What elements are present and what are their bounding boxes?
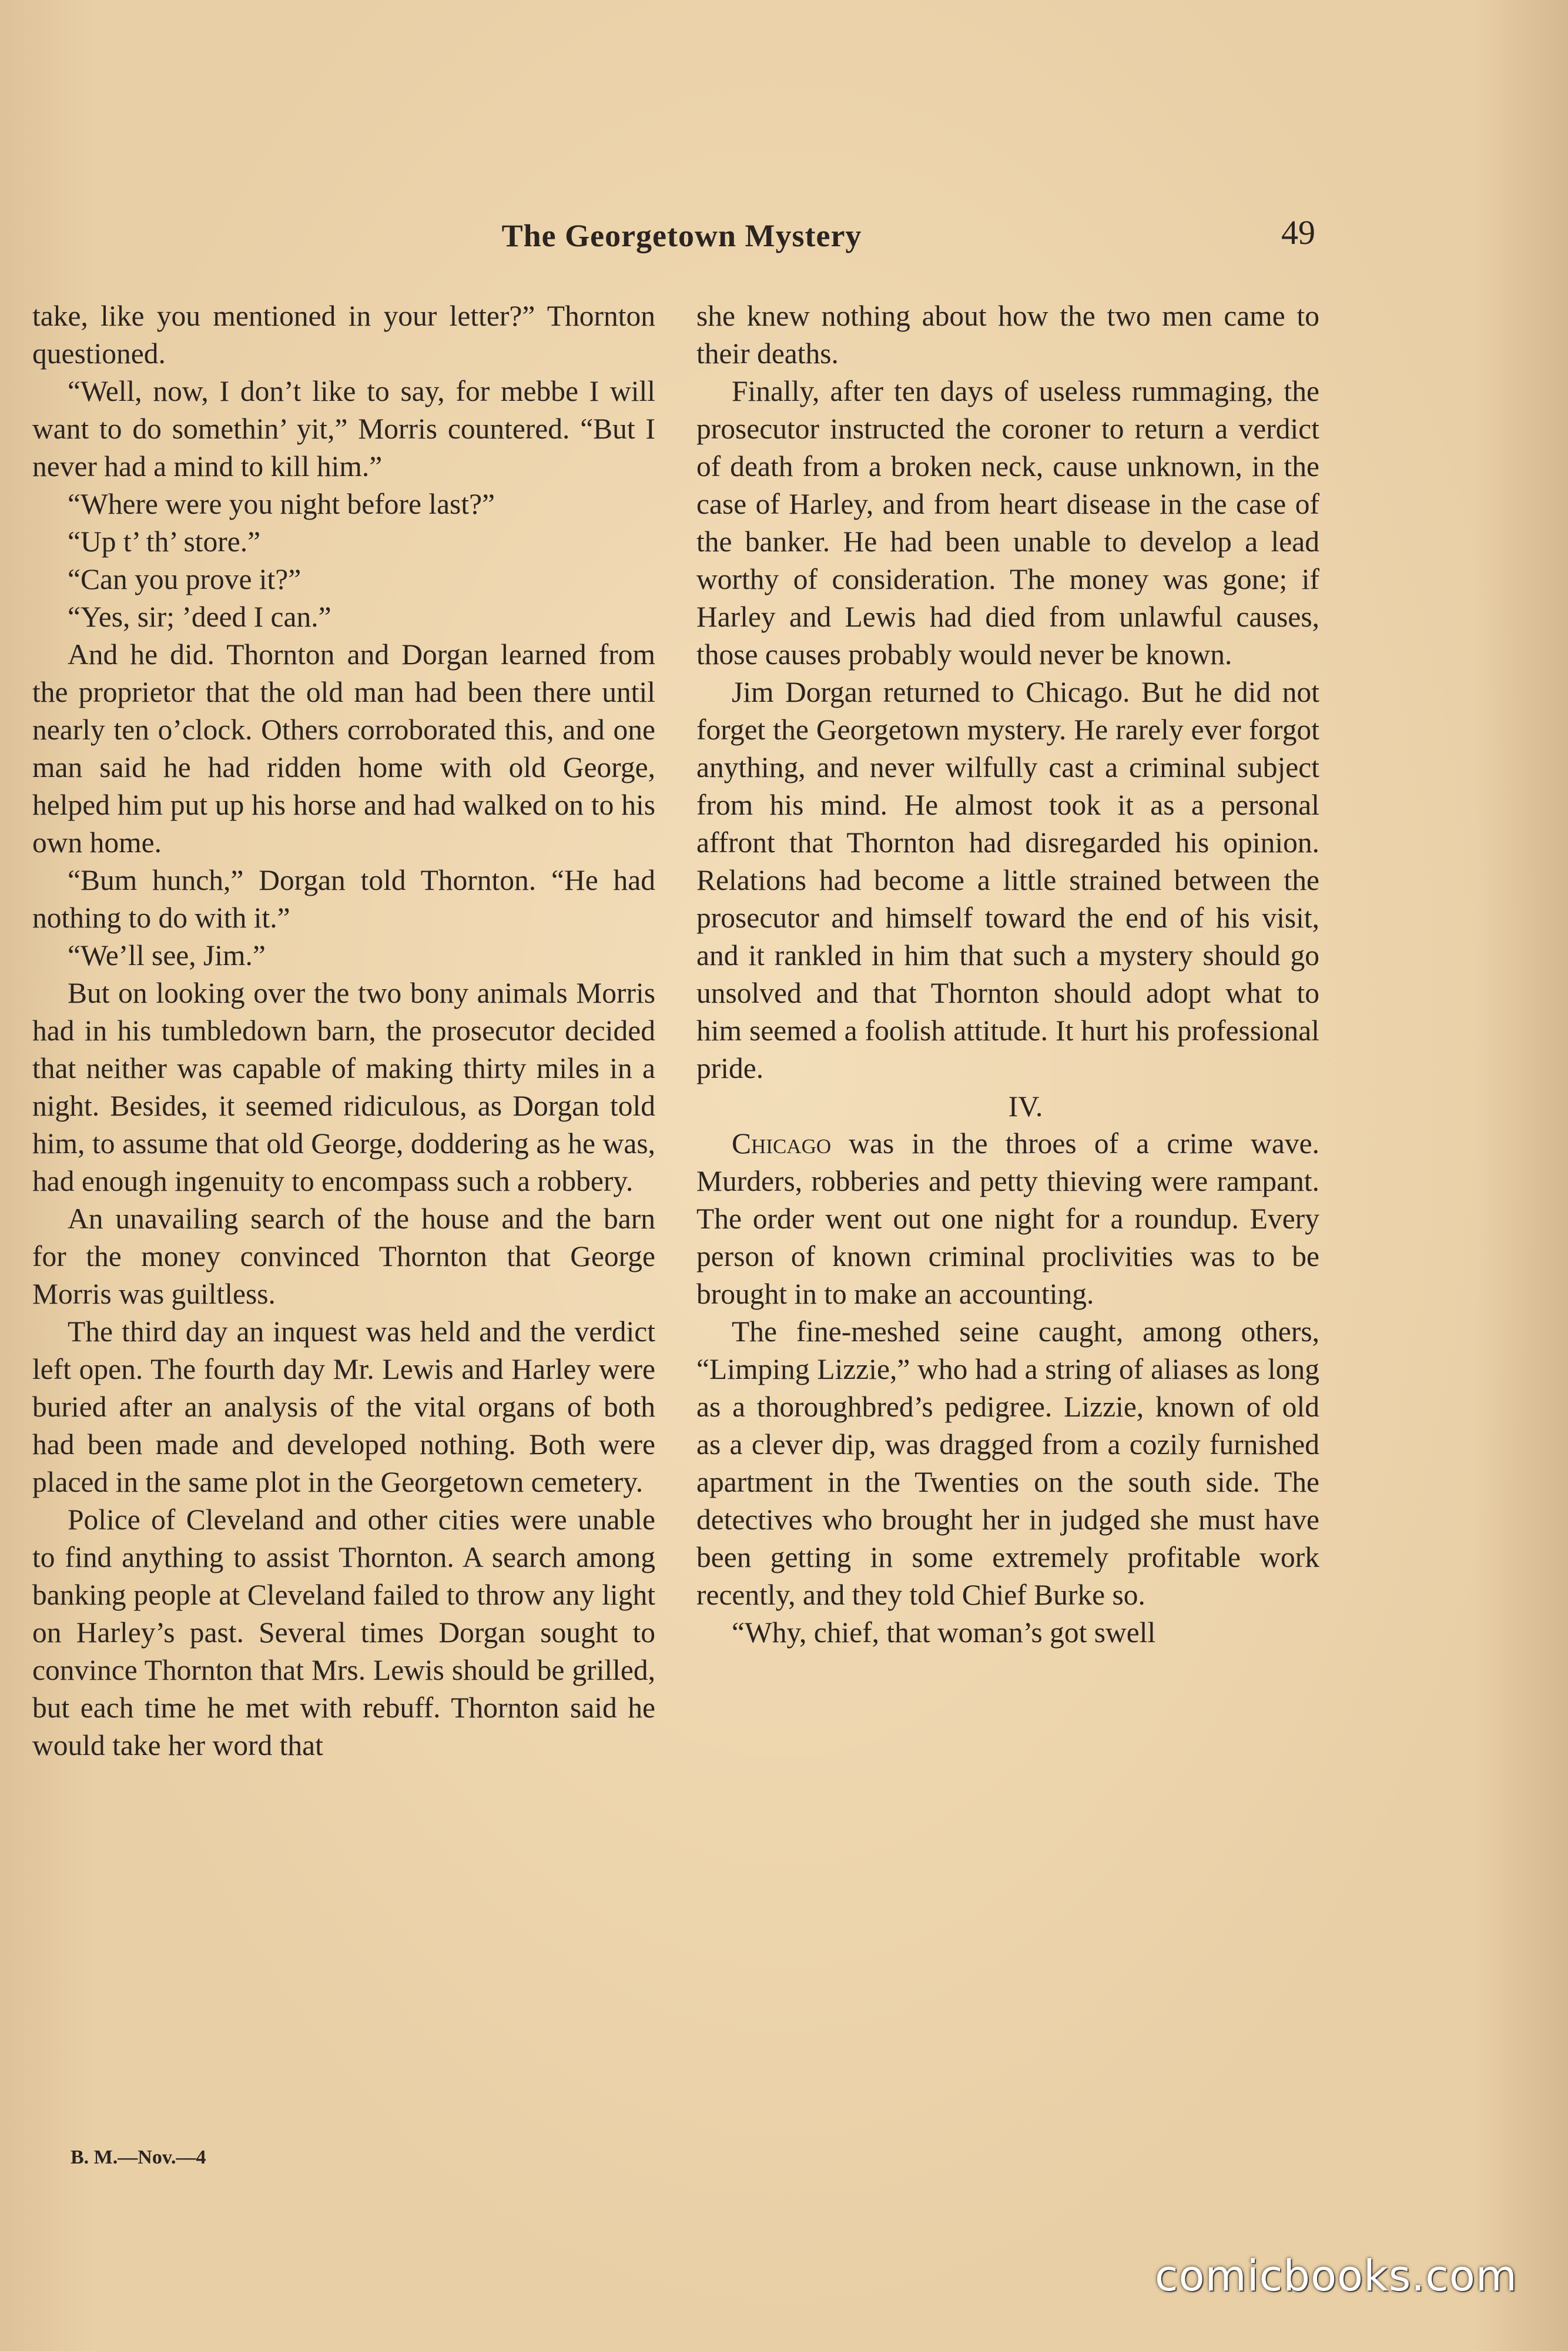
paragraph: An unavailing search of the house and the barn for the money convinced Thornton that George Morris was guiltless. [32, 1203, 655, 1310]
paragraph: “Yes, sir; ’deed I can.” [68, 601, 331, 633]
paragraph: “Where were you night before last?” [68, 488, 495, 520]
right-column-bottom-text [696, 1313, 1319, 1652]
paragraph: “Can you prove it?” [68, 563, 301, 595]
small-caps-lead: Chicago [732, 1127, 832, 1160]
left-column [32, 297, 655, 1764]
running-title: The Georgetown Mystery [501, 218, 862, 253]
paragraph: And he did. Thornton and Dorgan learned from the proprietor that the old man had been there until nearly ten o’clock. Others corroborated this, and one man said he had ridden home with old George, helped him put up his horse and had walked on to his own home. [32, 638, 655, 859]
page-header [0, 213, 1568, 264]
paragraph: “Bum hunch,” Dorgan told Thornton. “He had nothing to do with it.” [32, 864, 655, 934]
paragraph: “Why, chief, that woman’s got swell [732, 1616, 1156, 1649]
paragraph: “We’ll see, Jim.” [68, 939, 266, 972]
printer-signature: B. M.—Nov.—4 [71, 2146, 206, 2168]
paragraph: “Well, now, I don’t like to say, for mebbe I will want to do somethin’ yit,” Morris countered. “But I never had a mind to kill him.” [32, 375, 655, 483]
paragraph: The fine-meshed seine caught, among others, “Limping Lizzie,” who had a string of aliases as long as a thoroughbred’s pedigree. Lizzie, known of old as a clever dip, was dragged from a cozily furnished apartment in the Twenties on the south side. The detectives who brought her in judged she must have been getting in some extremely profitable work recently, and they told Chief Burke so. [696, 1315, 1319, 1611]
page-number: 49 [1281, 213, 1315, 252]
paragraph: she knew nothing about how the two men came to their deaths. [696, 300, 1319, 370]
right-column-top-text [696, 297, 1319, 1087]
paragraph: But on looking over the two bony animals Morris had in his tumbledown barn, the prosecutor decided that neither was capable of making thirty miles in a night. Besides, it seemed ridiculous, as Dorgan told him, to assume that old George, doddering as he was, had enough ingenuity to encompass such a robbery. [32, 977, 655, 1197]
section-heading: IV. [1008, 1090, 1043, 1123]
paragraph: Jim Dorgan returned to Chicago. But he did not forget the Georgetown mystery. He rarely ever forgot anything, and never wilfully cast a criminal subject from his mind. He almost took it as a personal affront that Thornton had disregarded his opinion. Relations had become a little strained between the prosecutor and himself toward the end of his visit, and it rankled in him that such a mystery should go unsolved and that Thornton should adopt what to him seemed a foolish attitude. It hurt his professional pride. [696, 676, 1319, 1084]
chapter-opening-paragraph [696, 1125, 1319, 1313]
opening-paragraph-text: was in the throes of a crime wave. Murders, robberies and petty thieving were rampant. The order went out one night for a roundup. Every person of known criminal proclivities was to be brought in to make an accounting. [696, 1127, 1319, 1310]
paragraph: Police of Cleveland and other cities were unable to find anything to assist Thornton. A search among banking people at Cleveland failed to throw any light on Harley’s past. Several times Dorgan sought to convince Thornton that Mrs. Lewis should be grilled, but each time he met with rebuff. Thornton said he would take her word that [32, 1503, 655, 1761]
site-watermark: comicbooks.com [1155, 2251, 1518, 2300]
paragraph: take, like you mentioned in your letter?” Thornton questioned. [32, 300, 655, 370]
paragraph: “Up t’ th’ store.” [68, 525, 261, 558]
paragraph: The third day an inquest was held and the verdict left open. The fourth day Mr. Lewis and Harley were buried after an analysis of the vital organs of both had been made and developed nothing. Both were placed in the same plot in the Georgetown cemetery. [32, 1315, 655, 1498]
paragraph: Finally, after ten days of useless rummaging, the prosecutor instructed the coroner to return a verdict of death from a broken neck, cause unknown, in the case of Harley, and from heart disease in the case of the banker. He had been unable to develop a lead worthy of consideration. The money was gone; if Harley and Lewis had died from unlawful causes, those causes probably would never be known. [696, 375, 1319, 671]
right-column [696, 297, 1319, 1652]
